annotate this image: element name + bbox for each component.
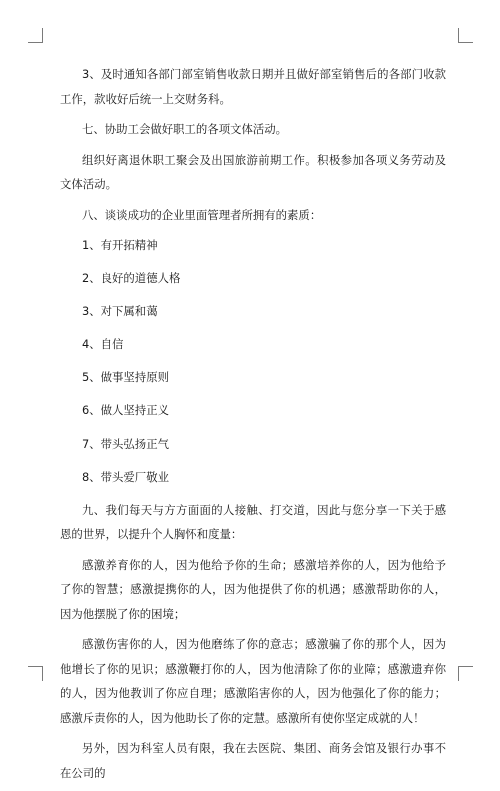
- list-item: 5、做事坚持原则: [82, 370, 169, 385]
- list-item: 7、带头弘扬正气: [82, 436, 169, 451]
- list-item: 3、对下属和蔼: [82, 304, 158, 319]
- list-item: 1、有开拓精神: [82, 238, 158, 252]
- list-item: 8、带头爱厂敬业: [82, 469, 169, 484]
- paragraph-collection-duty: 3、及时通知各部门部室销售收款日期并且做好部室销售后的各部门收款工作，款收好后统一上交财务科。: [60, 67, 446, 106]
- document-body: [60, 62, 446, 791]
- list-item: 2、良好的道德人格: [82, 271, 181, 286]
- list-item: 4、自信: [82, 337, 124, 352]
- crop-mark-bottom-right: [458, 666, 473, 681]
- section-heading-7: 七、协助工会做好职工的各项文体活动。: [82, 122, 288, 136]
- section-heading-9: 九、我们每天与方方面面的人接触、打交道，因此与您分享一下关于感恩的世界，以提升个人胸怀和度量：: [60, 502, 446, 542]
- crop-mark-top-left: [28, 28, 43, 43]
- paragraph-retiree-activities: 组织好离退休职工聚会及出国旅游前期工作。积极参加各项义务劳动及文体活动。: [60, 152, 446, 191]
- list-item: 6、做人坚持正义: [82, 403, 169, 418]
- section-heading-8: 八、谈谈成功的企业里面管理者所拥有的素质：: [82, 207, 322, 222]
- paragraph-additional: 另外，因为科室人员有限，我在去医院、集团、商务会馆及银行办事不在公司的: [60, 741, 446, 780]
- paragraph-gratitude-1: 感激养育你的人，因为他给予你的生命；感激培养你的人，因为他给予了你的智慧；感激提携你的人，因为他提供了你的机遇；感激帮助你的人，因为他摆脱了你的困境；: [60, 557, 446, 621]
- crop-mark-top-right: [458, 28, 473, 43]
- paragraph-gratitude-2: 感激伤害你的人，因为他磨练了你的意志；感激骗了你的那个人，因为他增长了你的见识；感激鞭打你的人，因为他清除了你的业障；感激遗弃你的人，因为他教训了你应自理；感激陷害你的人，因为他强化了你的能力；感激斥责你的人，因为他助长了你的定慧。感激所有使你坚定成就的人！: [60, 637, 446, 725]
- crop-mark-bottom-left: [28, 666, 43, 681]
